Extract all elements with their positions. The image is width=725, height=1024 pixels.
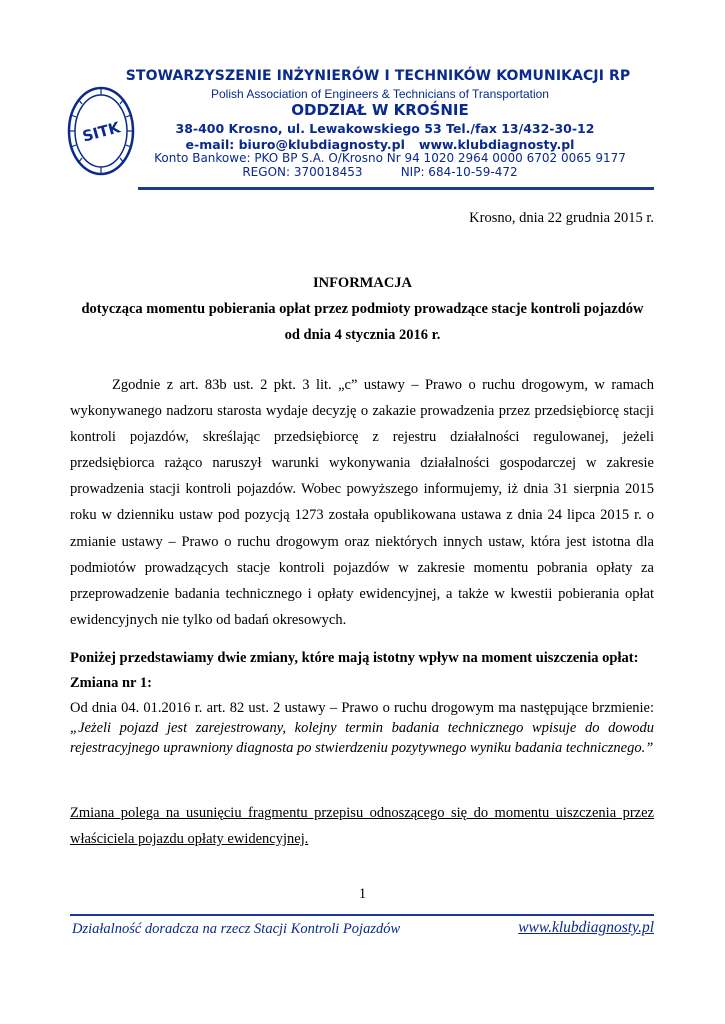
body-paragraph: Zgodnie z art. 83b ust. 2 pkt. 3 lit. „c” ustawy – Prawo o ruchu drogowym, w ramach wykonywanego nadzoru starosta wydaje decyzję o zakazie prowadzenia przez przedsiębiorcę stacji kontroli pojazdów, skreślając przedsiębiorcę z rejestru działalności regulowanej, jeżeli przedsiębiorca rażąco naruszył warunki wykonywania działalności gospodarczej w zakresie prowadzenia stacji kontroli pojazdów. Wobec powyższego informujemy, iż dnia 31 sierpnia 2015 roku w dzienniku ustaw pod pozycją 1273 została opublikowana ustawa z dnia 24 lipca 2015 r. o zmianie ustawy – Prawo o ruchu drogowym oraz niektórych innych ustaw, która jest istotna dla podmiotów prowadzących stacje kontroli pojazdów w zakresie momentu pobrania opłaty za przeprowadzenie badania technicznego i opłaty ewidencyjnej, a także w kwestii pobierania opłat ewidencyjnych nie tylko od badań okresowych. [70,377,654,628]
change-1-heading: Zmiana nr 1: [70,675,152,691]
address-line: 38-400 Krosno, ul. Lewakowskiego 53 Tel./fax 13/432-30-12 [175,121,595,136]
change-1-quote: „Jeżeli pojazd jest zarejestrowany, kolejny termin badania technicznego wpisuje do dowodu rejestracyjnego uprawniony diagnosta po stwierdzeniu pozytywnego wyniku badania technicznego.” [70,720,654,756]
document-date: Krosno, dnia 22 grudnia 2015 r. [469,210,654,226]
bank-account-line: Konto Bankowe: PKO BP S.A. O/Krosno Nr 94 1020 2964 0000 6702 0065 9177 [154,151,626,165]
email-text[interactable]: e-mail: biuro@klubdiagnosty.pl [185,137,405,152]
change-1-intro: Od dnia 04. 01.2016 r. art. 82 ust. 2 ustawy – Prawo o ruchu drogowym ma następujące brzmienie: [70,700,654,716]
document-title: INFORMACJA [312,275,413,291]
change-1-body [70,698,654,758]
contact-line [150,137,610,152]
header-divider [138,187,654,190]
organization-name-english: Polish Association of Engineers & Technicians of Transportation [211,87,549,101]
sitk-logo [66,85,136,177]
document-subtitle: dotycząca momentu pobierania opłat przez podmioty prowadzące stacje kontroli pojazdów [81,301,644,317]
svg-text:SITK: SITK [80,118,123,146]
branch-name: ODDZIAŁ W KROŚNIE [291,101,469,119]
footer-website-link[interactable]: www.klubdiagnosty.pl [518,919,654,936]
website-link[interactable]: www.klubdiagnosty.pl [418,137,575,152]
document-subtitle-date: od dnia 4 stycznia 2016 r. [284,327,441,343]
footer-tagline: Działalność doradcza na rzecz Stacji Kontroli Pojazdów [72,921,401,937]
section-intro: Poniżej przedstawiamy dwie zmiany, które mają istotny wpływ na moment uiszczenia opłat: [70,650,639,666]
footer-divider [70,914,654,916]
regon-nip-line: REGON: 370018453 NIP: 684-10-59-472 [242,165,518,179]
page-number: 1 [358,886,367,902]
change-summary: Zmiana polega na usunięciu fragmentu przepisu odnoszącego się do momentu uiszczenia przez właściciela pojazdu opłaty ewidencyjnej. [70,805,654,847]
organization-name: STOWARZYSZENIE INŻYNIERÓW I TECHNIKÓW KOMUNIKACJI RP [125,68,631,84]
